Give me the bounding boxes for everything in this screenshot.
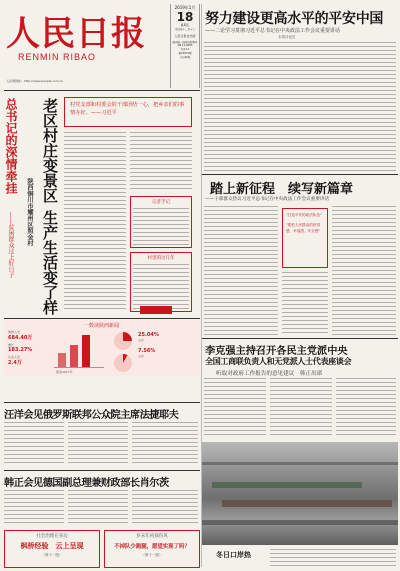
story5-title: 韩正会见德国副总理兼财政部长肖尔茨: [4, 477, 169, 489]
stat-label: 增长: [8, 343, 15, 347]
pie-chart-1: [114, 332, 132, 350]
lead-body: [204, 42, 396, 172]
third-title-1: 李克强主持召开各民主党派中央: [205, 345, 348, 357]
code-line: 代号1-1: [180, 48, 190, 51]
stat-label: 从业人员: [8, 355, 21, 359]
story4-title: 汪洋会见俄罗斯联邦公众院主席法捷耶夫: [4, 409, 179, 421]
stat-label: 占比: [138, 354, 145, 358]
stat-label: 占比: [138, 338, 145, 342]
code-line: 今日20版: [179, 56, 191, 59]
second-body-3: [332, 206, 396, 336]
story5-body-3: [132, 490, 198, 526]
third-subtitle: 听取对政府工作报告的意见建议 韩正出席: [216, 371, 323, 377]
masthead-pinyin: RENMIN RIBAO: [18, 52, 97, 62]
sidebar-sub: ——贫困群众过上好日子: [7, 212, 14, 278]
second-quote-1: "打造平安的政法队伍": [286, 213, 322, 217]
feature-box-1: [130, 196, 192, 248]
bar-chart: [54, 332, 104, 368]
stat-value: 684.40万: [8, 335, 33, 341]
lead-byline: 本报评论员: [278, 35, 296, 39]
photo-caption: 冬日口岸热: [216, 551, 251, 559]
code-line: 第25675期: [178, 52, 192, 55]
date-weekday: 星期五: [180, 23, 190, 27]
stat-value: 7.56%: [138, 348, 156, 354]
second-subtitle: ——干部群众热议习近平总书记在中央政法工作会议重要讲话: [205, 197, 330, 202]
third-title-2: 全国工商联负责人和无党派人士代表座谈会: [205, 356, 352, 366]
promo-page: （第十一版）: [41, 553, 63, 557]
feature-quote-box: [64, 97, 192, 127]
lead-title: 努力建设更高水平的平安中国: [205, 11, 384, 27]
promo-title: 不掉队少跑腿，愿望实现了吗？: [114, 544, 190, 550]
promo-head: 岁末年初探伤风: [136, 534, 168, 539]
infographic-panel: [4, 320, 200, 376]
second-title: 踏上新征程 续写新篇章: [210, 182, 354, 197]
feature-box-1-head: 记者手记: [152, 200, 170, 205]
sidebar-label: 总书记的深情牵挂: [4, 98, 18, 194]
second-body-1: [204, 206, 278, 336]
stat-value: 25.04%: [138, 332, 159, 338]
promo-page: （第十一版）: [141, 553, 163, 557]
story4-body-3: [132, 422, 198, 466]
promo-box-1[interactable]: [4, 530, 100, 568]
second-pull-quote: [282, 208, 328, 268]
masthead-site: 人民网网址：http://www.people.com.cn: [6, 79, 64, 83]
story4-body-2: [68, 422, 128, 466]
feature-headline-2: 生产生活变了样: [41, 210, 59, 315]
third-body-1: [204, 378, 266, 438]
story4-body-1: [4, 422, 64, 466]
feature-headline-1: 老区村庄变景区: [41, 98, 59, 203]
date-year-month: 2019年1月: [174, 5, 196, 10]
date-block: [172, 5, 198, 59]
promo-head: 社会治理在身边: [36, 534, 68, 539]
feature-quote: 村党支部和村委会的干部团结一心，把乡亲们的事情办好。——习近平: [70, 102, 185, 116]
chart-label: 照金2017年: [56, 370, 73, 374]
stat-value: 183.27%: [8, 347, 33, 353]
chart-bar: [58, 353, 66, 367]
news-photo: [202, 442, 398, 545]
chart-bar: [70, 345, 78, 367]
promo-title: 枫桥经验 云上呈现: [20, 541, 84, 550]
chart-bar: [82, 335, 90, 367]
promo-box-2[interactable]: [104, 530, 200, 568]
lead-subtitle: ——二论学习贯彻习近平总书记在中央政法工作会议重要讲话: [205, 28, 341, 34]
stat-value: 2.4万: [8, 360, 22, 366]
feature-place: 陕西铜川市耀州区照金村: [26, 178, 33, 247]
masthead-issue: 人民日报社出版: [174, 34, 196, 38]
story5-body-2: [68, 490, 128, 526]
sidebar-banner: [4, 94, 20, 306]
pie-chart-2: [114, 354, 132, 372]
feature-body-1: [64, 132, 126, 312]
date-day: 18: [176, 10, 194, 24]
feature-body-2: [130, 132, 192, 192]
second-quote-2: "要把人民群众的获得感、幸福感、安全感": [286, 223, 320, 233]
photo-caption-body: [270, 549, 396, 567]
feature-box-2: [130, 252, 192, 312]
third-body-3: [336, 378, 396, 438]
stat-label: 旅游人次: [8, 330, 21, 334]
code-line: 国内统一连续出版物号: [172, 41, 198, 44]
date-lunar: 戊戌年十二月十三: [174, 28, 195, 31]
infographic-title: 一数读陕西新闻: [84, 323, 120, 329]
story5-body-1: [4, 490, 64, 526]
second-body-2: [282, 272, 328, 336]
feature-box-2-head: 村里的这几年: [147, 256, 175, 261]
code-line: CN 11-0065: [177, 44, 193, 47]
third-body-2: [270, 378, 332, 438]
masthead-logo: 人民日报: [6, 14, 146, 54]
